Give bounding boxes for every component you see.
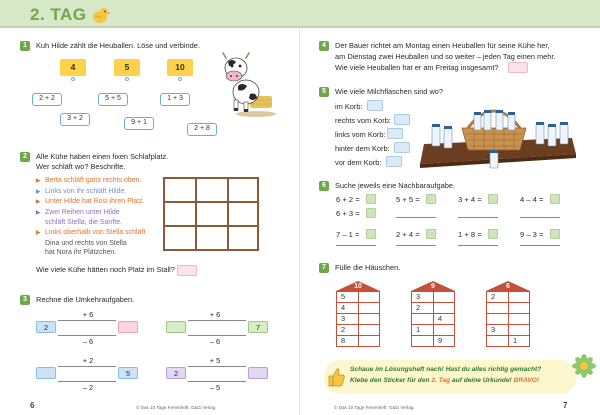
banner-text: auf deine Urkunde! — [452, 377, 512, 384]
stable-grid — [163, 177, 259, 251]
write-line[interactable] — [458, 245, 498, 246]
write-line[interactable] — [520, 217, 560, 218]
arrow — [188, 320, 246, 321]
hint-list — [36, 176, 166, 258]
arrow — [188, 381, 246, 382]
end-value: 7 — [248, 321, 268, 333]
house-cell-left: 4 — [336, 302, 359, 314]
hint-text: Berta schläft ganz rechts oben. — [45, 177, 142, 184]
task-instruction: Fülle die Häuschen. — [335, 263, 401, 272]
house-cell-left: 3 — [336, 313, 359, 325]
answer-field[interactable] — [366, 208, 376, 218]
house-roof-number: 10 — [354, 283, 362, 290]
hint-line — [36, 176, 166, 187]
copyright: © Das 10 Tage Ferienheft, G&G Verlag — [334, 405, 414, 410]
equation: 6 + 3 = — [336, 209, 360, 218]
connect-dot[interactable] — [125, 77, 129, 81]
house-cell-right[interactable] — [358, 335, 380, 347]
equation: 4 – 4 = — [520, 195, 544, 204]
task-instruction: Kuh Hilde zählt die Heuballen. Löse und verbinde. — [36, 41, 200, 50]
end-value: 5 — [118, 367, 138, 379]
task-text: Wie viele Heuballen hat er am Freitag insgesamt? — [335, 63, 499, 72]
sum-card[interactable]: 3 + 2 — [60, 113, 90, 126]
hint-text: schläft Stella, die Sanfte. — [45, 219, 123, 227]
equation: 7 – 1 = — [336, 230, 360, 239]
equation: 6 + 2 = — [336, 195, 360, 204]
operation-label: + 6 — [209, 310, 221, 319]
milk-label: hinter dem Korb: — [335, 144, 390, 153]
task-number: 7 — [319, 263, 329, 273]
hint-line — [36, 228, 166, 239]
arrow — [58, 381, 116, 382]
banner-line-2 — [350, 375, 575, 386]
answer-field[interactable] — [550, 229, 560, 239]
operation-label: – 5 — [209, 383, 221, 392]
hint-line — [36, 218, 166, 228]
banner-line-1: Schaue im Lösungsheft nach! Hast du alles richtig gemacht? — [350, 366, 542, 373]
start-value: 2 — [36, 321, 56, 333]
arrow — [58, 366, 116, 367]
hay-bale-5: 5 — [114, 59, 140, 76]
hint-line — [36, 208, 166, 219]
arrow — [58, 320, 116, 321]
task-number: 1 — [20, 41, 30, 51]
triangle-bullet-icon: ▶ — [36, 209, 41, 216]
sum-card[interactable]: 5 + 5 — [98, 93, 128, 106]
hint-line — [36, 239, 166, 249]
sum-card[interactable]: 2 + 2 — [32, 93, 62, 106]
thumbs-up-icon — [326, 366, 346, 388]
milk-label: im Korb: — [335, 102, 363, 111]
task-number: 2 — [20, 152, 30, 162]
start-value: 2 — [166, 367, 186, 379]
house-cell-left: 8 — [336, 335, 359, 347]
equation: 1 + 8 = — [458, 230, 482, 239]
equation: 2 + 4 = — [396, 230, 420, 239]
answer-field[interactable] — [387, 128, 403, 139]
task-number: 4 — [319, 41, 329, 51]
hint-line — [36, 197, 166, 208]
house-cell-left: 2 — [411, 302, 434, 314]
answer-field[interactable] — [426, 229, 436, 239]
connect-dot[interactable] — [71, 77, 75, 81]
connect-dot[interactable] — [178, 77, 182, 81]
triangle-bullet-icon: ▶ — [36, 199, 41, 206]
house-cell-right: 9 — [433, 335, 455, 347]
answer-field[interactable] — [367, 100, 383, 111]
write-line[interactable] — [520, 245, 560, 246]
task-number: 3 — [20, 295, 30, 305]
write-line[interactable] — [458, 217, 498, 218]
page-divider — [299, 28, 300, 415]
task-instruction: Wer schläft wo? Beschrifte. — [36, 162, 126, 171]
milk-label: vor dem Korb: — [335, 158, 382, 167]
operation-label: – 6 — [82, 337, 94, 346]
page-number: 6 — [30, 401, 35, 410]
hint-text: Links von ihr schläft Hilde. — [45, 187, 127, 195]
triangle-bullet-icon: ▶ — [36, 188, 41, 195]
banner-day: 2. Tag — [431, 377, 451, 384]
hint-line — [36, 248, 166, 258]
operation-label: + 5 — [209, 356, 221, 365]
copyright: © Das 10 Tage Ferienheft, G&G Verlag — [136, 405, 216, 410]
answer-field[interactable] — [394, 142, 410, 153]
task-instruction: Alle Kühe haben einen fixen Schlafplatz. — [36, 152, 169, 161]
operation-label: + 6 — [82, 310, 94, 319]
start-value-field[interactable] — [36, 367, 56, 379]
milk-basket-illustration — [418, 92, 578, 172]
write-line[interactable] — [396, 217, 436, 218]
triangle-bullet-icon: ▶ — [36, 229, 41, 236]
write-line[interactable] — [396, 245, 436, 246]
answer-field[interactable] — [386, 156, 402, 167]
answer-field[interactable] — [426, 194, 436, 204]
page-title: 2. TAG — [30, 5, 87, 24]
answer-field[interactable] — [177, 265, 197, 276]
hint-text: Dina und rechts von Stella — [45, 239, 127, 247]
answer-field[interactable] — [488, 194, 498, 204]
house-cell-left: 3 — [411, 291, 434, 303]
task-instruction: Suche jeweils eine Nachbaraufgabe. — [335, 181, 455, 190]
house-cell-left: 1 — [411, 324, 434, 336]
answer-field[interactable] — [550, 194, 560, 204]
arrow — [58, 335, 116, 336]
task-text: Der Bauer richtet am Montag einen Heuballen für seine Kühe her, — [335, 41, 550, 50]
house-cell-right: 4 — [433, 313, 455, 325]
hint-text: hat Nora ihr Plätzchen. — [45, 249, 117, 257]
triangle-bullet-icon: ▶ — [36, 178, 41, 184]
arrow — [188, 366, 246, 367]
hint-text: Unter Hilde hat Rosi ihren Platz. — [45, 198, 145, 206]
task-instruction: Rechne die Umkehraufgaben. — [36, 295, 135, 304]
page-number: 7 — [563, 401, 568, 410]
start-value-field[interactable] — [166, 321, 186, 333]
house-cell-left: 3 — [486, 324, 509, 336]
operation-label: – 2 — [82, 383, 94, 392]
hay-bale-10: 10 — [167, 59, 193, 76]
house-roof-number: 6 — [506, 283, 510, 290]
hint-line — [36, 187, 166, 198]
chick-icon — [90, 6, 110, 24]
house-cell-left[interactable] — [486, 335, 509, 347]
house-cell-right: 1 — [508, 335, 530, 347]
cow-illustration — [214, 48, 284, 118]
milk-label: rechts vom Korb: — [335, 116, 391, 125]
hay-bale-4: 4 — [60, 59, 86, 76]
equation: 5 + 5 = — [396, 195, 420, 204]
end-value-field[interactable] — [118, 321, 138, 333]
task-number: 6 — [319, 181, 329, 191]
answer-field[interactable] — [488, 229, 498, 239]
answer-field[interactable] — [394, 114, 410, 125]
sum-card[interactable]: 2 + 8 — [187, 123, 217, 136]
hint-text: Links oberhalb von Stella schläft — [45, 228, 146, 236]
flower-icon — [572, 354, 596, 378]
arrow — [188, 335, 246, 336]
stable-question: Wie viele Kühe hätten noch Platz im Stall? — [36, 265, 175, 274]
task-text: am Dienstag zwei Heuballen und so weiter – jeden Tag einen mehr. — [335, 52, 556, 61]
task-instruction: Wie viele Milchflaschen sind wo? — [335, 87, 444, 96]
house-cell-left[interactable] — [411, 335, 434, 347]
milk-label: links vom Korb: — [335, 130, 386, 139]
hint-text: Zwei Reihen unter Hilde — [45, 208, 120, 216]
equation: 9 – 3 = — [520, 230, 544, 239]
house-roof-number: 9 — [431, 283, 435, 290]
banner-bravo: BRAVO! — [513, 377, 540, 384]
sum-card[interactable]: 9 + 1 — [124, 117, 154, 130]
write-line[interactable] — [336, 245, 376, 246]
answer-field[interactable] — [366, 194, 376, 204]
task-number: 5 — [319, 87, 329, 97]
end-value-field[interactable] — [248, 367, 268, 379]
house-cell-left: 2 — [486, 291, 509, 303]
sum-card[interactable]: 1 + 3 — [160, 93, 190, 106]
banner-text: Klebe den Sticker für den — [350, 377, 430, 384]
operation-label: – 6 — [209, 337, 221, 346]
answer-field[interactable] — [366, 229, 376, 239]
house-cell-left: 5 — [336, 291, 359, 303]
operation-label: + 2 — [82, 356, 94, 365]
equation: 3 + 4 = — [458, 195, 482, 204]
house-cell-left: 2 — [336, 324, 359, 336]
answer-field[interactable] — [508, 62, 528, 73]
